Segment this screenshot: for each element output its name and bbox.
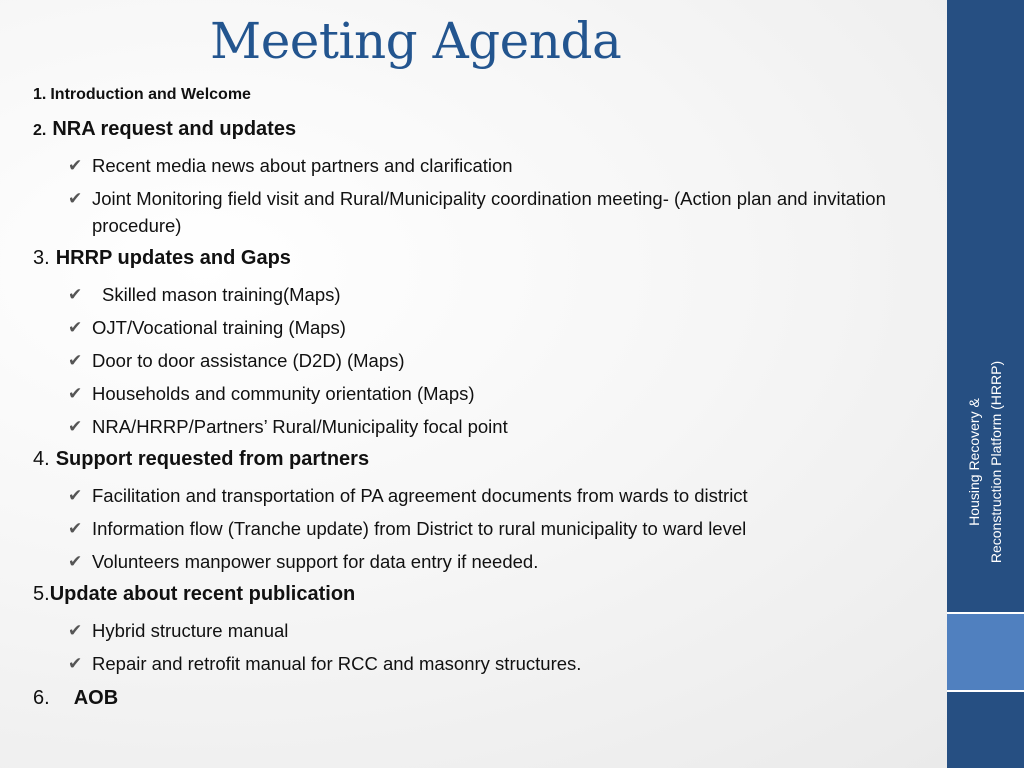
section-number: 4. — [33, 448, 50, 470]
agenda-section-hrrp — [33, 245, 933, 281]
section-name: Update about recent publication — [49, 583, 356, 605]
agenda-section-nra — [33, 118, 933, 152]
section-name: HRRP updates and Gaps — [55, 247, 291, 269]
list-item — [33, 617, 933, 644]
checkmark-icon: ✔ — [68, 486, 83, 505]
list-item — [33, 281, 933, 308]
item-text: Facilitation and transportation of PA agreement documents from wards to district — [92, 485, 748, 506]
agenda-section-aob — [33, 683, 933, 710]
item-text: Hybrid structure manual — [92, 620, 289, 641]
list-item — [33, 482, 933, 509]
section-name: Support requested from partners — [55, 448, 370, 470]
sidebar-accent-block — [947, 614, 1024, 690]
list-item — [33, 380, 933, 407]
section-heading — [33, 247, 933, 270]
section-items — [33, 152, 933, 239]
section-name: AOB — [73, 687, 119, 709]
section-number: 1. — [33, 86, 47, 103]
list-item — [33, 347, 933, 374]
section-name: Introduction and Welcome — [50, 86, 251, 103]
section-items — [33, 281, 933, 440]
section-number: 3. — [33, 247, 50, 269]
list-item — [33, 185, 933, 239]
section-number: 5. — [33, 583, 50, 605]
checkmark-icon: ✔ — [68, 552, 83, 571]
item-text: Joint Monitoring field visit and Rural/Municipality coordination meeting- (Action plan and invitation procedure) — [92, 188, 886, 236]
checkmark-icon: ✔ — [68, 417, 83, 436]
item-text: NRA/HRRP/Partners’ Rural/Municipality focal point — [92, 416, 508, 437]
section-heading — [33, 448, 933, 471]
sidebar-band — [947, 0, 1024, 768]
item-text: Information flow (Tranche update) from District to rural municipality to ward level — [92, 518, 747, 539]
sidebar-caption-line: Reconstruction Platform (HRRP) — [988, 360, 1004, 564]
checkmark-icon: ✔ — [68, 285, 83, 304]
slide-title: Meeting Agenda — [210, 12, 622, 70]
item-text: Recent media news about partners and clarification — [92, 155, 513, 176]
item-text: Door to door assistance (D2D) (Maps) — [92, 350, 405, 371]
checkmark-icon: ✔ — [68, 351, 83, 370]
agenda-section-support — [33, 446, 933, 482]
section-items — [33, 482, 933, 575]
checkmark-icon: ✔ — [68, 519, 83, 538]
list-item — [33, 152, 933, 179]
sidebar-caption — [963, 342, 1007, 582]
item-text: OJT/Vocational training (Maps) — [92, 317, 346, 338]
checkmark-icon: ✔ — [68, 156, 83, 175]
list-item — [33, 314, 933, 341]
agenda-section-introduction — [33, 84, 933, 118]
list-item — [33, 413, 933, 440]
checkmark-icon: ✔ — [68, 384, 83, 403]
agenda-section-publication — [33, 581, 933, 617]
sidebar-caption-line: Housing Recovery & — [966, 398, 982, 526]
section-heading — [33, 583, 933, 606]
agenda-list — [33, 84, 933, 710]
section-heading — [33, 86, 933, 104]
checkmark-icon: ✔ — [68, 189, 83, 208]
section-heading — [33, 687, 933, 710]
item-text: Skilled mason training(Maps) — [102, 284, 341, 305]
item-text: Repair and retrofit manual for RCC and masonry structures. — [92, 653, 582, 674]
checkmark-icon: ✔ — [68, 621, 83, 640]
item-text: Households and community orientation (Maps) — [92, 383, 475, 404]
sidebar-divider — [947, 690, 1024, 692]
checkmark-icon: ✔ — [68, 654, 83, 673]
section-number: 2. — [33, 122, 47, 139]
section-number: 6. — [33, 687, 50, 709]
list-item — [33, 650, 933, 677]
section-items — [33, 617, 933, 677]
list-item — [33, 548, 933, 575]
item-text: Volunteers manpower support for data entry if needed. — [92, 551, 539, 572]
section-heading — [33, 118, 933, 141]
list-item — [33, 515, 933, 542]
section-name: NRA request and updates — [52, 118, 297, 140]
checkmark-icon: ✔ — [68, 318, 83, 337]
